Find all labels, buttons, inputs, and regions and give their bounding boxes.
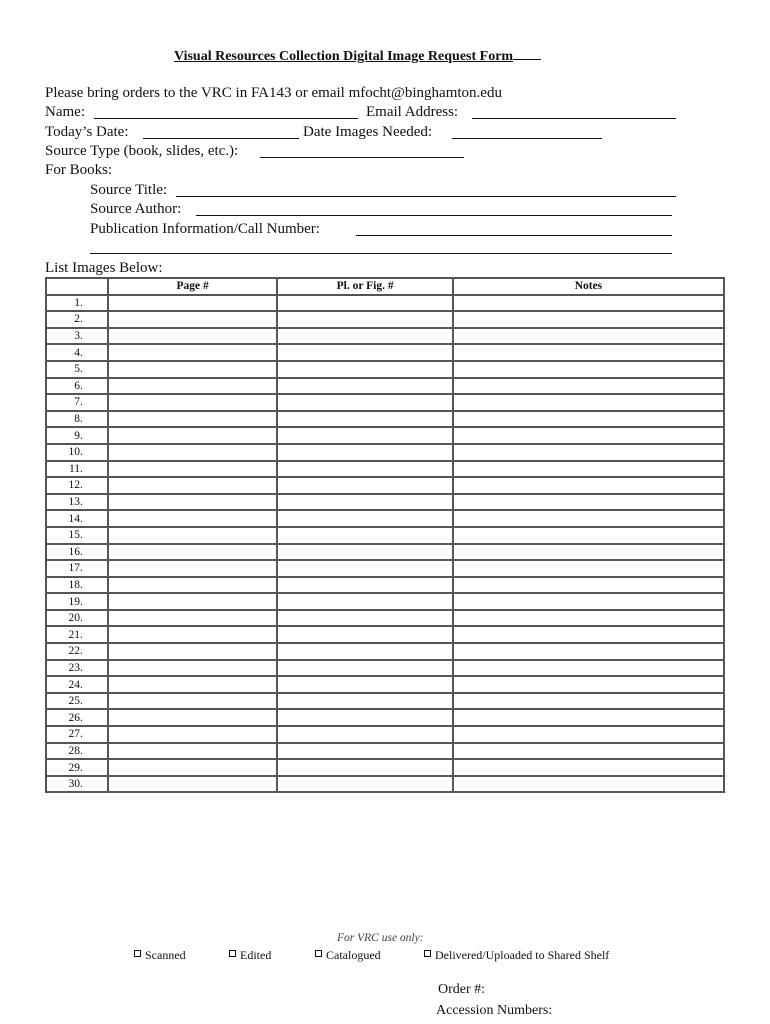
today-date-label: Today’s Date:	[45, 124, 129, 140]
table-row	[46, 759, 724, 776]
row-number: 13.	[46, 494, 108, 511]
name-field[interactable]	[94, 118, 358, 119]
page-cell[interactable]	[108, 776, 277, 793]
notes-cell[interactable]	[453, 344, 724, 361]
vrc-use-only-label: For VRC use only:	[337, 932, 424, 944]
notes-cell[interactable]	[453, 494, 724, 511]
notes-cell[interactable]	[453, 593, 724, 610]
notes-cell[interactable]	[453, 610, 724, 627]
notes-cell[interactable]	[453, 577, 724, 594]
catalogued-checkbox[interactable]	[315, 948, 381, 963]
page-cell[interactable]	[108, 693, 277, 710]
fig-cell[interactable]	[277, 709, 452, 726]
publication-info-field-continued[interactable]	[90, 253, 672, 254]
page-cell[interactable]	[108, 510, 277, 527]
fig-cell[interactable]	[277, 676, 452, 693]
scanned-checkbox[interactable]	[134, 948, 186, 963]
table-row	[46, 427, 724, 444]
row-number: 10.	[46, 444, 108, 461]
publication-info-field[interactable]	[356, 235, 672, 236]
page-cell[interactable]	[108, 626, 277, 643]
notes-cell[interactable]	[453, 378, 724, 395]
fig-cell[interactable]	[277, 776, 452, 793]
row-number: 17.	[46, 560, 108, 577]
table-body	[46, 295, 724, 793]
page-cell[interactable]	[108, 378, 277, 395]
fig-cell[interactable]	[277, 527, 452, 544]
notes-cell[interactable]	[453, 693, 724, 710]
edited-label: Edited	[240, 948, 272, 962]
source-title-label: Source Title:	[90, 182, 168, 198]
table-row	[46, 344, 724, 361]
table-row	[46, 676, 724, 693]
table-row	[46, 709, 724, 726]
fig-cell[interactable]	[277, 411, 452, 428]
page-cell[interactable]	[108, 328, 277, 345]
notes-cell[interactable]	[453, 626, 724, 643]
row-number: 28.	[46, 743, 108, 760]
row-number: 26.	[46, 709, 108, 726]
table-row	[46, 693, 724, 710]
table-row	[46, 295, 724, 312]
page-cell[interactable]	[108, 544, 277, 561]
row-number: 18.	[46, 577, 108, 594]
table-row	[46, 626, 724, 643]
table-row	[46, 643, 724, 660]
page-cell[interactable]	[108, 427, 277, 444]
row-number: 23.	[46, 660, 108, 677]
date-needed-field[interactable]	[452, 138, 602, 139]
row-number: 7.	[46, 394, 108, 411]
source-title-field[interactable]	[176, 196, 676, 197]
table-row	[46, 494, 724, 511]
table-row	[46, 577, 724, 594]
row-number: 24.	[46, 676, 108, 693]
title-underline	[513, 47, 541, 60]
notes-cell[interactable]	[453, 759, 724, 776]
today-date-field[interactable]	[143, 138, 299, 139]
table-row	[46, 660, 724, 677]
page-cell[interactable]	[108, 477, 277, 494]
notes-cell[interactable]	[453, 361, 724, 378]
page-cell[interactable]	[108, 726, 277, 743]
page-cell[interactable]	[108, 759, 277, 776]
checkbox-icon	[229, 950, 236, 957]
fig-cell[interactable]	[277, 461, 452, 478]
notes-cell[interactable]	[453, 726, 724, 743]
table-row	[46, 411, 724, 428]
fig-cell[interactable]	[277, 444, 452, 461]
notes-cell[interactable]	[453, 477, 724, 494]
notes-cell[interactable]	[453, 709, 724, 726]
row-number: 29.	[46, 759, 108, 776]
notes-column-header: Notes	[453, 278, 724, 295]
notes-cell[interactable]	[453, 510, 724, 527]
page-cell[interactable]	[108, 560, 277, 577]
number-column-header	[46, 278, 108, 295]
accession-numbers-label: Accession Numbers:	[436, 1003, 553, 1018]
checkbox-icon	[424, 950, 431, 957]
fig-cell[interactable]	[277, 394, 452, 411]
page-cell[interactable]	[108, 361, 277, 378]
row-number: 2.	[46, 311, 108, 328]
notes-cell[interactable]	[453, 776, 724, 793]
table-row	[46, 311, 724, 328]
notes-cell[interactable]	[453, 427, 724, 444]
row-number: 6.	[46, 378, 108, 395]
page-cell[interactable]	[108, 610, 277, 627]
date-needed-label: Date Images Needed:	[303, 124, 433, 140]
fig-cell[interactable]	[277, 494, 452, 511]
page-cell[interactable]	[108, 709, 277, 726]
row-number: 19.	[46, 593, 108, 610]
table-row	[46, 461, 724, 478]
catalogued-label: Catalogued	[326, 948, 381, 962]
table-header-row	[46, 278, 724, 295]
notes-cell[interactable]	[453, 411, 724, 428]
notes-cell[interactable]	[453, 676, 724, 693]
page-cell[interactable]	[108, 444, 277, 461]
fig-cell[interactable]	[277, 477, 452, 494]
table-row	[46, 743, 724, 760]
row-number: 4.	[46, 344, 108, 361]
page-cell[interactable]	[108, 643, 277, 660]
table-row	[46, 726, 724, 743]
fig-cell[interactable]	[277, 593, 452, 610]
table-row	[46, 527, 724, 544]
fig-cell[interactable]	[277, 560, 452, 577]
row-number: 11.	[46, 461, 108, 478]
email-label: Email Address:	[366, 104, 459, 120]
fig-cell[interactable]	[277, 626, 452, 643]
page-column-header: Page #	[108, 278, 277, 295]
fig-cell[interactable]	[277, 610, 452, 627]
table-row	[46, 544, 724, 561]
table-row	[46, 378, 724, 395]
page-cell[interactable]	[108, 344, 277, 361]
page-cell[interactable]	[108, 660, 277, 677]
notes-cell[interactable]	[453, 544, 724, 561]
fig-cell[interactable]	[277, 344, 452, 361]
table-row	[46, 477, 724, 494]
delivered-label: Delivered/Uploaded to Shared Shelf	[435, 948, 610, 962]
row-number: 12.	[46, 477, 108, 494]
page-cell[interactable]	[108, 394, 277, 411]
email-field[interactable]	[472, 118, 676, 119]
fig-cell[interactable]	[277, 311, 452, 328]
source-type-field[interactable]	[260, 157, 464, 158]
row-number: 27.	[46, 726, 108, 743]
notes-cell[interactable]	[453, 743, 724, 760]
fig-cell[interactable]	[277, 759, 452, 776]
fig-cell[interactable]	[277, 361, 452, 378]
row-number: 25.	[46, 693, 108, 710]
fig-cell[interactable]	[277, 378, 452, 395]
page-cell[interactable]	[108, 577, 277, 594]
checkbox-icon	[315, 950, 322, 957]
page-cell[interactable]	[108, 743, 277, 760]
delivered-checkbox[interactable]	[424, 948, 609, 963]
fig-cell[interactable]	[277, 643, 452, 660]
row-number: 1.	[46, 295, 108, 312]
page-cell[interactable]	[108, 593, 277, 610]
row-number: 14.	[46, 510, 108, 527]
table-row	[46, 361, 724, 378]
table-row	[46, 560, 724, 577]
page-cell[interactable]	[108, 311, 277, 328]
row-number: 16.	[46, 544, 108, 561]
fig-column-header: Pl. or Fig. #	[277, 278, 452, 295]
fig-cell[interactable]	[277, 660, 452, 677]
edited-checkbox[interactable]	[229, 948, 271, 963]
notes-cell[interactable]	[453, 560, 724, 577]
row-number: 21.	[46, 626, 108, 643]
table-row	[46, 444, 724, 461]
row-number: 8.	[46, 411, 108, 428]
source-author-label: Source Author:	[90, 201, 182, 217]
page-cell[interactable]	[108, 411, 277, 428]
page-cell[interactable]	[108, 461, 277, 478]
form-title	[174, 47, 541, 65]
row-number: 9.	[46, 427, 108, 444]
source-type-label: Source Type (book, slides, etc.):	[45, 143, 239, 159]
page-cell[interactable]	[108, 494, 277, 511]
notes-cell[interactable]	[453, 311, 724, 328]
notes-cell[interactable]	[453, 394, 724, 411]
notes-cell[interactable]	[453, 444, 724, 461]
for-books-label: For Books:	[45, 162, 113, 178]
notes-cell[interactable]	[453, 660, 724, 677]
scanned-label: Scanned	[145, 948, 186, 962]
fig-cell[interactable]	[277, 328, 452, 345]
page-cell[interactable]	[108, 295, 277, 312]
list-images-label: List Images Below:	[45, 260, 163, 276]
fig-cell[interactable]	[277, 427, 452, 444]
notes-cell[interactable]	[453, 328, 724, 345]
row-number: 15.	[46, 527, 108, 544]
row-number: 3.	[46, 328, 108, 345]
table-row	[46, 510, 724, 527]
image-list-table	[45, 277, 725, 793]
row-number: 20.	[46, 610, 108, 627]
fig-cell[interactable]	[277, 726, 452, 743]
notes-cell[interactable]	[453, 527, 724, 544]
notes-cell[interactable]	[453, 461, 724, 478]
fig-cell[interactable]	[277, 510, 452, 527]
form-title-text: Visual Resources Collection Digital Image Request Form	[174, 49, 514, 64]
table-row	[46, 394, 724, 411]
table-row	[46, 593, 724, 610]
notes-cell[interactable]	[453, 643, 724, 660]
checkbox-icon	[134, 950, 141, 957]
order-number-label: Order #:	[438, 982, 486, 997]
intro-text: Please bring orders to the VRC in FA143 or email mfocht@binghamton.edu	[45, 85, 502, 101]
row-number: 22.	[46, 643, 108, 660]
fig-cell[interactable]	[277, 577, 452, 594]
page-cell[interactable]	[108, 527, 277, 544]
publication-info-label: Publication Information/Call Number:	[90, 221, 320, 237]
fig-cell[interactable]	[277, 295, 452, 312]
fig-cell[interactable]	[277, 743, 452, 760]
table-row	[46, 610, 724, 627]
source-author-field[interactable]	[196, 215, 672, 216]
row-number: 30.	[46, 776, 108, 793]
table-row	[46, 328, 724, 345]
row-number: 5.	[46, 361, 108, 378]
fig-cell[interactable]	[277, 544, 452, 561]
name-label: Name:	[45, 104, 85, 120]
fig-cell[interactable]	[277, 693, 452, 710]
notes-cell[interactable]	[453, 295, 724, 312]
page-cell[interactable]	[108, 676, 277, 693]
table-row	[46, 776, 724, 793]
